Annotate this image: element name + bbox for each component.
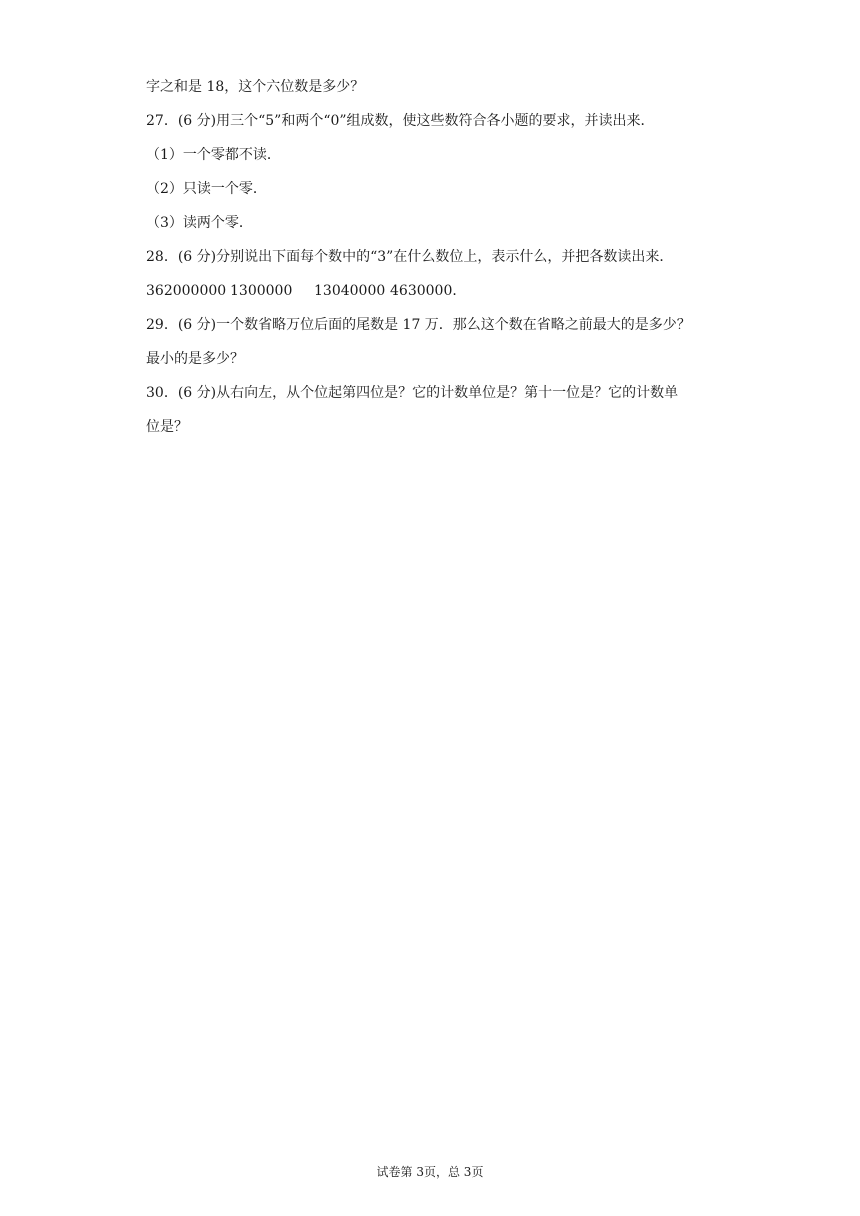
question-29: 29．(6 分)一个数省略万位后面的尾数是 17 万．那么这个数在省略之前最大的是多少？ [146,317,691,333]
question-30: 30．(6 分)从右向左，从个位起第四位是？它的计数单位是？第十一位是？它的计数单 [146,385,679,401]
page-footer: 试卷第 3页，总 3页 [376,1165,484,1179]
question-28-numbers [146,274,726,308]
question-30-continuation: 位是？ [146,419,188,435]
question-29-continuation: 最小的是多少？ [146,351,244,367]
question-28: 28．(6 分)分别说出下面每个数中的“3”在什么数位上，表示什么，并把各数读出来． [146,249,674,265]
question-content [146,70,726,444]
number-3: 13040000 [314,283,386,299]
number-4: 4630000． [390,283,467,299]
question-27-part-1: （1）一个零都不读． [146,147,281,163]
question-27-part-2: （2）只读一个零． [146,181,267,197]
question-26-continuation: 字之和是 18，这个六位数是多少？ [146,79,365,95]
question-27: 27．(6 分)用三个“5”和两个“0”组成数，使这些数符合各小题的要求，并读出来． [146,113,655,129]
number-2: 1300000 [230,283,293,299]
number-1: 362000000 [146,283,227,299]
question-27-part-3: （3）读两个零． [146,215,253,231]
